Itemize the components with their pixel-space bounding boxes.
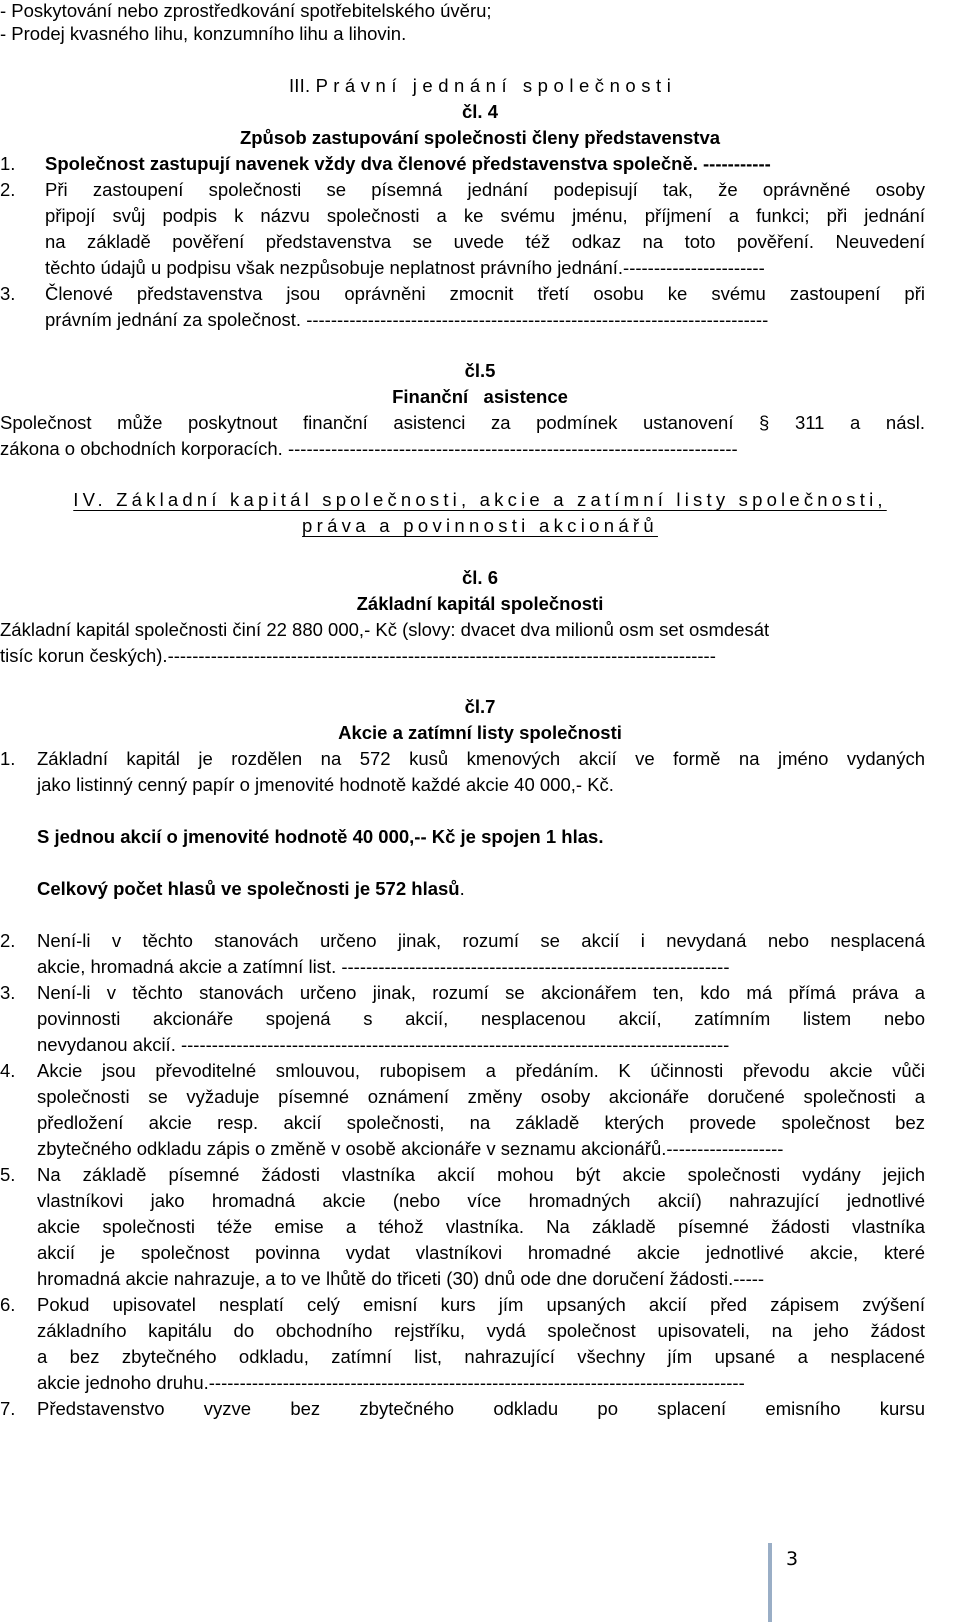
item-text: Pokud upisovatel nesplatí celý emisní kurs jím upsaných akcií před zápisem zvýšení <box>37 1294 925 1315</box>
item-text: připojí svůj podpis k názvu společnosti a ke svému jménu, příjmení a funkci; při jednání <box>45 205 925 226</box>
item-text: Akcie jsou převoditelné smlouvou, rubopisem a předáním. K účinnosti převodu akcie vůči <box>37 1060 925 1081</box>
article-number: čl. 4 <box>462 101 498 122</box>
article-number: čl.5 <box>464 360 496 381</box>
item-number: 3. <box>0 283 16 304</box>
article-title: Způsob zastupování společnosti členy představenstva <box>239 127 721 148</box>
item-number: 2. <box>0 930 16 951</box>
item-text: společnosti se vyžaduje písemné oznámení změny osoby akcionáře doručené společnosti a <box>37 1086 925 1107</box>
bold-statement-text: Celkový počet hlasů ve společnosti je 572 hlasů <box>37 878 460 899</box>
item-text: Není-li v těchto stanovách určeno jinak, rozumí se akcií i nevydaná nebo nesplacená <box>37 930 925 951</box>
item-number: 7. <box>0 1398 16 1419</box>
item-number: 2. <box>0 179 16 200</box>
item-number: 4. <box>0 1060 16 1081</box>
item-text: povinnosti akcionáře spojená s akcií, nesplacenou akcií, zatímním listem nebo <box>37 1008 925 1029</box>
item-text: předložení akcie resp. akcií společnosti, na základě kterých provede společnost bez <box>37 1112 925 1133</box>
item-number: 1. <box>0 748 16 769</box>
part-heading: IV. Základní kapitál společnosti, akcie a zatímní listy společnosti, <box>73 489 887 510</box>
page-number: 3 <box>786 1548 799 1570</box>
article-number: čl. 6 <box>462 567 498 588</box>
article-number: čl.7 <box>464 696 496 717</box>
item-text: hromadná akcie nahrazuje, a to ve lhůtě do třiceti (30) dnů ode dne doručení žádosti.----- <box>37 1268 765 1289</box>
item-text: jako listinný cenný papír o jmenovité hodnotě každé akcie 40 000,- Kč. <box>37 774 614 795</box>
bold-statement <box>37 876 465 902</box>
paragraph-line: Společnost může poskytnout finanční asistenci za podmínek ustanovení § 311 a násl. <box>0 412 925 433</box>
item-text: Není-li v těchto stanovách určeno jinak, rozumí se akcionářem ten, kdo má přímá práva a <box>37 982 925 1003</box>
item-text: akcií je společnost povinna vydat vlastníkovi hromadné akcie jednotlivé akcie, které <box>37 1242 925 1263</box>
paragraph-line: zákona o obchodních korporacích. ------------------------------------------------------------------------- <box>0 438 738 459</box>
item-text: akcie, hromadná akcie a zatímní list. --------------------------------------------------------------- <box>37 956 730 977</box>
bold-statement: S jednou akcií o jmenovité hodnotě 40 000,-- Kč je spojen 1 hlas. <box>37 826 604 847</box>
intro-line: - Prodej kvasného lihu, konzumního lihu a lihovin. <box>0 23 407 44</box>
item-text: Společnost zastupují navenek vždy dva členové představenstva společně. ----------- <box>45 153 771 174</box>
item-text: akcie společnosti téže emise a téhož vlastníka. Na základě písemné žádosti vlastníka <box>37 1216 925 1237</box>
item-text: a bez zbytečného odkladu, zatímní list, nahrazující všechny jím upsané a nesplacené <box>37 1346 925 1367</box>
item-text: vlastníkovi jako hromadná akcie (nebo více hromadných akcií) nahrazující jednotlivé <box>37 1190 925 1211</box>
item-text: zbytečného odkladu zápis o změně v osobě akcionáře v seznamu akcionářů.------------------- <box>37 1138 784 1159</box>
bold-statement-period: . <box>459 878 465 899</box>
item-text: těchto údajů u podpisu však nezpůsobuje neplatnost právního jednání.----------------------- <box>45 257 765 278</box>
item-number: 3. <box>0 982 16 1003</box>
article-title: Akcie a zatímní listy společnosti <box>338 722 622 743</box>
item-number: 5. <box>0 1164 16 1185</box>
paragraph-line: tisíc korun českých).----------------------------------------------------------------------------------------- <box>0 645 716 666</box>
item-text: Členové představenstva jsou oprávněni zmocnit třetí osobu ke svému zastoupení při <box>45 283 925 304</box>
paragraph-line: Základní kapitál společnosti činí 22 880 000,- Kč (slovy: dvacet dva milionů osm set osmdesát <box>0 619 770 640</box>
article-title: Finanční asistence <box>392 386 568 407</box>
item-text: akcie jednoho druhu.--------------------------------------------------------------------------------------- <box>37 1372 745 1393</box>
item-number: 6. <box>0 1294 16 1315</box>
item-text: nevydanou akcií. ----------------------------------------------------------------------------------------- <box>37 1034 730 1055</box>
item-text: Při zastoupení společnosti se písemná jednání podepisují tak, že oprávněné osoby <box>45 179 925 200</box>
item-text: Na základě písemné žádosti vlastníka akcií mohou být akcie společnosti vydány jejich <box>37 1164 925 1185</box>
item-text: základního kapitálu do obchodního rejstříku, vydá společnost upisovateli, na jeho žádost <box>37 1320 925 1341</box>
footer-divider <box>768 1543 772 1622</box>
article-title: Základní kapitál společnosti <box>356 593 604 614</box>
intro-line: - Poskytování nebo zprostředkování spotřebitelského úvěru; <box>0 0 492 21</box>
item-text: právním jednání za společnost. --------------------------------------------------------------------------- <box>45 309 769 330</box>
part-heading: III. P r á v n í j e d n á n í s p o l e č n o s t i <box>288 75 672 96</box>
item-number: 1. <box>0 153 16 174</box>
part-heading: práva a povinnosti akcionářů <box>302 515 658 536</box>
item-text: Základní kapitál je rozdělen na 572 kusů kmenových akcií ve formě na jméno vydaných <box>37 748 925 769</box>
item-text: na základě pověření představenstva se uvede též odkaz na toto pověření. Neuvedení <box>45 231 925 252</box>
item-text: Představenstvo vyzve bez zbytečného odkladu po splacení emisního kursu <box>37 1398 925 1419</box>
